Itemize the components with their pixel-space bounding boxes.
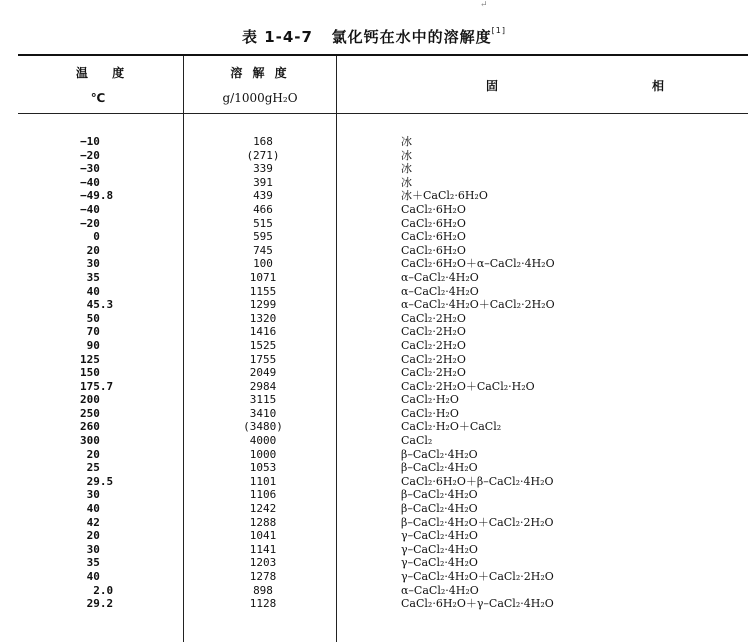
table-body — [0, 135, 748, 611]
table-row — [0, 149, 748, 163]
solid-phase-cell: β–CaCl₂·4H₂O — [401, 502, 478, 516]
solubility-cell: 3115 — [249, 393, 277, 407]
table-row — [0, 597, 748, 611]
solubility-cell: 339 — [253, 162, 273, 176]
header-solubility-unit: g/1000gH₂O — [222, 91, 298, 105]
temperature-cell: 35 — [80, 270, 100, 284]
temperature-cell: 50 — [80, 311, 100, 325]
table-row — [0, 366, 748, 380]
solubility-cell: 1106 — [249, 488, 277, 502]
solubility-cell: 1755 — [249, 352, 277, 366]
temperature-cell: 2.0 — [80, 583, 114, 597]
table-row — [0, 176, 748, 190]
solubility-cell: 100 — [253, 257, 273, 271]
solubility-cell: 391 — [253, 175, 273, 189]
solid-phase-cell: CaCl₂·6H₂O＋α–CaCl₂·4H₂O — [401, 257, 555, 271]
solid-phase-cell: γ–CaCl₂·4H₂O — [401, 529, 478, 543]
solubility-cell: 1155 — [249, 284, 277, 298]
top-rule — [18, 54, 748, 56]
solubility-cell: (271) — [246, 148, 280, 162]
temperature-cell: 90 — [80, 338, 100, 352]
solid-phase-cell: α–CaCl₂·4H₂O — [401, 270, 479, 284]
solid-phase-cell: CaCl₂·6H₂O — [401, 216, 466, 230]
solid-phase-cell: CaCl₂·2H₂O — [401, 366, 466, 380]
solubility-cell: (3480) — [243, 420, 283, 434]
solid-phase-cell: γ–CaCl₂·4H₂O — [401, 542, 478, 556]
temperature-cell: −40 — [80, 202, 100, 216]
header-temperature: 温 度 — [75, 66, 135, 80]
solubility-cell: 595 — [253, 230, 273, 244]
solubility-cell: 1141 — [249, 542, 277, 556]
table-row — [0, 475, 748, 489]
temperature-cell: 125 — [80, 352, 100, 366]
table-row — [0, 325, 748, 339]
solubility-cell: 1041 — [249, 529, 277, 543]
solid-phase-cell: β–CaCl₂·4H₂O＋CaCl₂·2H₂O — [401, 515, 554, 529]
table-row — [0, 434, 748, 448]
solubility-cell: 898 — [253, 583, 273, 597]
table-row — [0, 529, 748, 543]
solubility-cell: 1053 — [249, 461, 277, 475]
temperature-cell: 200 — [80, 393, 100, 407]
solid-phase-cell: 冰 — [401, 148, 412, 162]
table-row — [0, 584, 748, 598]
temperature-cell: 40 — [80, 284, 100, 298]
table-row — [0, 244, 748, 258]
table-row — [0, 556, 748, 570]
solubility-cell: 1525 — [249, 338, 277, 352]
temperature-cell: 42 — [80, 515, 100, 529]
solid-phase-cell: 冰＋CaCl₂·6H₂O — [401, 189, 488, 203]
header-solubility: 溶 解 度 — [230, 66, 290, 80]
solid-phase-cell: 冰 — [401, 135, 412, 148]
solubility-cell: 2049 — [249, 366, 277, 380]
solid-phase-cell: CaCl₂·6H₂O — [401, 230, 466, 244]
table-caption — [0, 26, 748, 47]
solubility-cell: 168 — [253, 135, 273, 148]
temperature-cell: 20 — [80, 243, 100, 257]
table-number: 表 1-4-7 — [241, 28, 313, 46]
temperature-cell: 30 — [80, 488, 100, 502]
solid-phase-cell: β–CaCl₂·4H₂O — [401, 461, 478, 475]
solid-phase-cell: CaCl₂·6H₂O＋β–CaCl₂·4H₂O — [401, 474, 554, 488]
table-row — [0, 407, 748, 421]
table-row — [0, 380, 748, 394]
temperature-cell: 40 — [80, 502, 100, 516]
solid-phase-cell: 冰 — [401, 175, 412, 189]
solubility-cell: 1203 — [249, 556, 277, 570]
table-row — [0, 353, 748, 367]
solubility-cell: 745 — [253, 243, 273, 257]
solubility-cell: 1320 — [249, 311, 277, 325]
table-row — [0, 543, 748, 557]
table-row — [0, 570, 748, 584]
table-row — [0, 393, 748, 407]
reference-mark: [1] — [491, 26, 507, 35]
temperature-cell: −10 — [80, 135, 100, 148]
solid-phase-cell: γ–CaCl₂·4H₂O＋CaCl₂·2H₂O — [401, 570, 554, 583]
temperature-cell: −20 — [80, 216, 100, 230]
header-temperature-unit: ℃ — [90, 91, 106, 105]
table-row — [0, 516, 748, 530]
solubility-cell: 1128 — [249, 597, 277, 611]
solid-phase-cell: CaCl₂·6H₂O — [401, 202, 466, 216]
solid-phase-cell: α–CaCl₂·4H₂O — [401, 284, 479, 298]
temperature-cell: 70 — [80, 325, 100, 339]
solubility-cell: 1000 — [249, 447, 277, 461]
temperature-cell: −30 — [80, 162, 100, 176]
temperature-cell: 0 — [80, 230, 100, 244]
temperature-cell: −49.8 — [80, 189, 114, 203]
temperature-cell: 25 — [80, 461, 100, 475]
table-row — [0, 298, 748, 312]
solid-phase-cell: CaCl₂·2H₂O — [401, 338, 466, 352]
solubility-cell: 515 — [253, 216, 273, 230]
paragraph-mark: ↵ — [480, 0, 488, 10]
solubility-cell: 1299 — [249, 298, 277, 312]
temperature-cell: 29.5 — [80, 474, 114, 488]
solid-phase-cell: β–CaCl₂·4H₂O — [401, 447, 478, 461]
table-row — [0, 257, 748, 271]
solid-phase-cell: CaCl₂·H₂O — [401, 393, 459, 407]
solid-phase-cell: CaCl₂·2H₂O — [401, 352, 466, 366]
solubility-cell: 439 — [253, 189, 273, 203]
table-row — [0, 271, 748, 285]
table-row — [0, 461, 748, 475]
solid-phase-cell: CaCl₂·2H₂O＋CaCl₂·H₂O — [401, 379, 535, 393]
solid-phase-cell: CaCl₂·2H₂O — [401, 311, 466, 325]
solid-phase-cell: CaCl₂ — [401, 434, 433, 448]
solid-phase-cell: α–CaCl₂·4H₂O＋CaCl₂·2H₂O — [401, 298, 555, 312]
solubility-cell: 1101 — [249, 474, 277, 488]
table-row — [0, 312, 748, 326]
temperature-cell: −20 — [80, 148, 100, 162]
solubility-cell: 1278 — [249, 570, 277, 583]
temperature-cell: −40 — [80, 175, 100, 189]
table-row — [0, 162, 748, 176]
solubility-cell: 1416 — [249, 325, 277, 339]
solid-phase-cell: CaCl₂·2H₂O — [401, 325, 466, 339]
temperature-cell: 45.3 — [80, 298, 114, 312]
table-row — [0, 135, 748, 149]
header-solid-phase-1: 固 — [486, 79, 499, 93]
solid-phase-cell: γ–CaCl₂·4H₂O — [401, 556, 478, 570]
solid-phase-cell: β–CaCl₂·4H₂O — [401, 488, 478, 502]
solubility-cell: 3410 — [249, 406, 277, 420]
temperature-cell: 150 — [80, 366, 100, 380]
solubility-cell: 4000 — [249, 434, 277, 448]
table-row — [0, 339, 748, 353]
solubility-cell: 1071 — [249, 270, 277, 284]
table-row — [0, 420, 748, 434]
table-title: 氯化钙在水中的溶解度 — [331, 28, 492, 46]
temperature-cell: 40 — [80, 570, 100, 583]
temperature-cell: 30 — [80, 257, 100, 271]
table-row — [0, 203, 748, 217]
solubility-cell: 2984 — [249, 379, 277, 393]
solid-phase-cell: CaCl₂·H₂O＋CaCl₂ — [401, 420, 502, 434]
solid-phase-cell: 冰 — [401, 162, 412, 176]
table-row — [0, 488, 748, 502]
header-rule — [18, 113, 748, 114]
table-row — [0, 502, 748, 516]
temperature-cell: 20 — [80, 447, 100, 461]
table-row — [0, 217, 748, 231]
solid-phase-cell: CaCl₂·6H₂O＋γ–CaCl₂·4H₂O — [401, 597, 554, 611]
temperature-cell: 35 — [80, 556, 100, 570]
solid-phase-cell: α–CaCl₂·4H₂O — [401, 583, 479, 597]
temperature-cell: 29.2 — [80, 597, 114, 611]
temperature-cell: 30 — [80, 542, 100, 556]
temperature-cell: 175.7 — [80, 379, 114, 393]
temperature-cell: 250 — [80, 406, 100, 420]
table-row — [0, 285, 748, 299]
table-row — [0, 230, 748, 244]
table-row — [0, 189, 748, 203]
solubility-cell: 466 — [253, 202, 273, 216]
solid-phase-cell: CaCl₂·6H₂O — [401, 243, 466, 257]
temperature-cell: 260 — [80, 420, 100, 434]
solubility-cell: 1288 — [249, 515, 277, 529]
table-row — [0, 448, 748, 462]
temperature-cell: 20 — [80, 529, 100, 543]
solid-phase-cell: CaCl₂·H₂O — [401, 406, 459, 420]
temperature-cell: 300 — [80, 434, 100, 448]
header-solid-phase-2: 相 — [652, 79, 665, 93]
solubility-cell: 1242 — [249, 502, 277, 516]
